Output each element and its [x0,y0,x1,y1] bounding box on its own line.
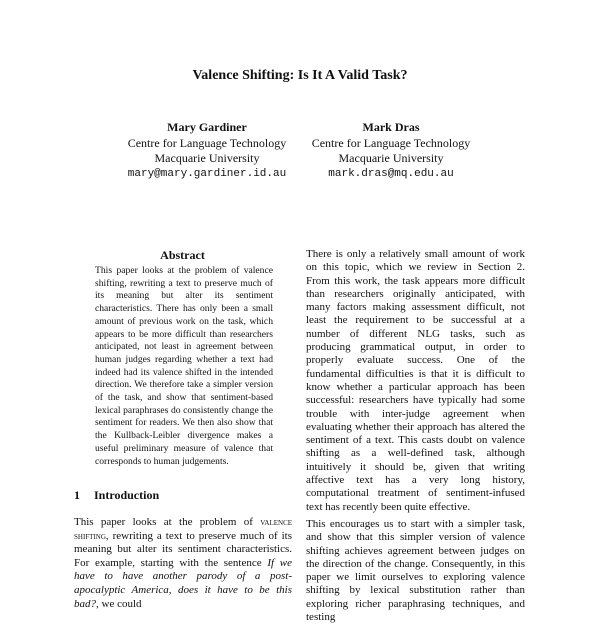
author-email: mary@mary.gardiner.id.au [127,167,287,180]
abstract-text: This paper looks at the problem of valence shifting, rewriting a text to preserve much of its meaning but alter its sentiment characteristics. There has only been a small amount of previous work on the task, which appears to be more difficult than researchers anticipated, not least in agreement between human judges regarding whether a text had indeed had its valence shifted in the intended direction. We therefore take a simpler version of the task, and show that sentiment-based lexical paraphrases do consistently change the sentiment for readers. We then also show that the Kullback-Leibler divergence makes a useful preliminary measure of valence that corresponds to human judgements. [95,265,273,467]
author-name: Mary Gardiner [167,120,247,134]
abstract-heading: Abstract [160,248,205,262]
right-column-text [306,248,525,624]
author-affiliation: Centre for Language Technology [311,135,471,150]
paper-title: Valence Shifting: Is It A Valid Task? [192,68,408,83]
author-block-2 [281,120,501,182]
author-institution: Macquarie University [338,151,444,165]
intro-term-valence-shifting: valence shifting [74,517,293,542]
intro-text-end: , we could [96,597,142,610]
author-institution: Macquarie University [154,151,260,165]
author-email: mark.dras@mq.edu.au [328,167,454,180]
section-heading-introduction [74,488,159,503]
right-paragraph-2: This encourages us to start with a simpler task, and show that this simpler version of valence shifting achieves agreement between judges on the direction of the change. Consequently, in this paper we limit ourselves to exploring valence shifting by lexical substitution rather than exploring richer paraphrasing techniques, and testing [306,517,525,624]
intro-text-mid: , rewriting a text to preserve much of its meaning but alter its sentiment characteristics. For example, starting with the sentence [74,529,292,569]
right-paragraph-1: There is only a relatively small amount of work on this topic, which we review in Section 2. From this work, the task appears more difficult than researchers originally anticipated, with many factors making assessment difficult, not least the requirement to be successful at a number of different NLG tasks, such as producing grammatical output, in order to properly evaluate success. One of the fundamental difficulties is that it is difficult to know whether a particular approach has been successful: researchers have typically had some trouble with inter-judge agreement when evaluating whether their approach has altered the sentiment of a text. This casts doubt on valence shifting as a well-defined task, although intuitively it should be, given that writing affective text has a very long history, computational treatment of sentiment-infused text has recently been quite effective. [306,248,525,513]
section-title: Introduction [94,488,160,502]
intro-text-start: This paper looks at the problem of [74,516,253,528]
section-number: 1 [74,488,80,502]
intro-paragraph [74,516,292,611]
intro-example-sentence: If we have to have another parody of a post-apocalyptic America, does it have to be this bad? [74,556,292,610]
author-affiliation: Centre for Language Technology [127,135,287,150]
author-name: Mark Dras [362,120,420,134]
